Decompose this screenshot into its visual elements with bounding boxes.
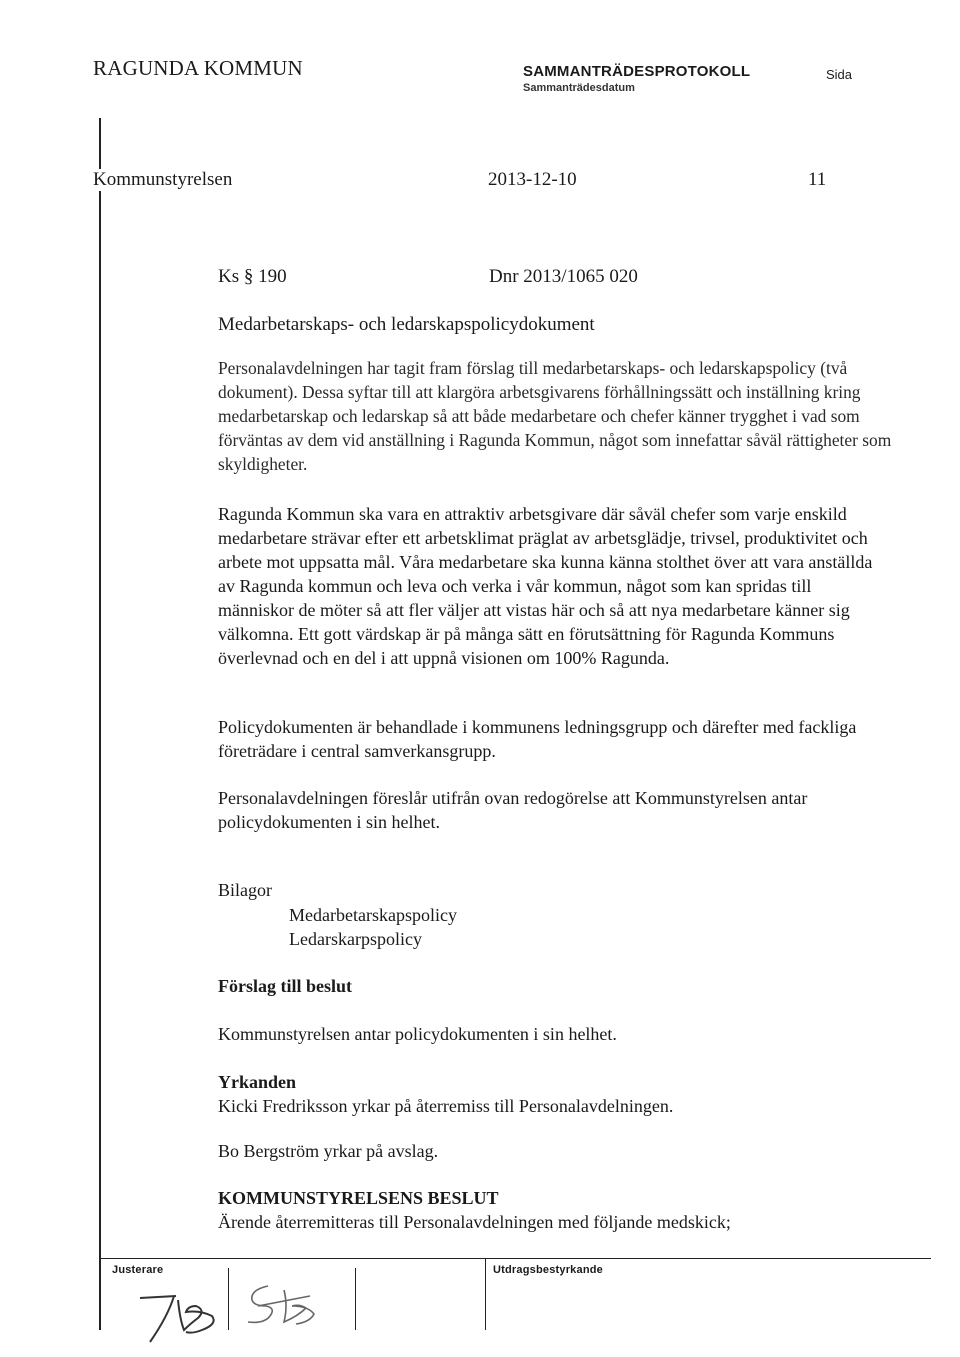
paragraph-text: Personalavdelningen har tagit fram förslag till medarbetarskaps- och ledarskapspolicy (två dokument). Dessa syftar till att klargöra arbetsgivarens förhållningssätt och inställning kring medarbetarskap och ledarskap så att både medarbetare och chefer känner trygghet i vad som förväntas av dem vid anställning i Ragunda Kommun, något som innefattar såväl rättigheter som skyldigheter. <box>218 358 892 474</box>
proposal-heading: Förslag till beslut <box>218 976 352 996</box>
organization-name: RAGUNDA KOMMUN <box>93 56 303 80</box>
paragraph-3 <box>218 715 878 763</box>
paragraph-4 <box>218 786 878 834</box>
paragraph-text: Policydokumenten är behandlade i kommunens ledningsgrupp och därefter med fackliga företrädare i central samverkansgrupp. <box>218 717 857 761</box>
meeting-date: 2013-12-10 <box>488 169 577 190</box>
motions-heading: Yrkanden <box>218 1072 297 1092</box>
case-paragraph: Ks § 190 <box>218 266 287 287</box>
attachments-label: Bilagor <box>218 880 272 900</box>
case-dnr: Dnr 2013/1065 020 <box>489 266 638 287</box>
case-title: Medarbetarskaps- och ledarskapspolicydokument <box>218 314 595 335</box>
meeting-body: Kommunstyrelsen <box>93 169 233 190</box>
document-type: SAMMANTRÄDESPROTOKOLL <box>523 63 751 80</box>
signature-initials-2 <box>240 1276 326 1336</box>
footer-rule <box>99 1258 931 1259</box>
page-number: 11 <box>808 169 827 190</box>
signature-initials-1 <box>128 1280 224 1348</box>
paragraph-2 <box>218 502 878 670</box>
attachment-item: Medarbetarskapspolicy <box>289 905 457 925</box>
meeting-date-label: Sammanträdesdatum <box>523 82 635 94</box>
signature-box-divider <box>228 1268 229 1330</box>
decision-text: Ärende återremitteras till Personalavdelningen med följande medskick; <box>218 1212 731 1232</box>
proposal-text: Kommunstyrelsen antar policydokumenten i sin helhet. <box>218 1024 617 1044</box>
adjusters-label: Justerare <box>112 1264 164 1276</box>
motion-item: Bo Bergström yrkar på avslag. <box>218 1141 439 1161</box>
signature-box-divider <box>355 1268 356 1330</box>
paragraph-text: Ragunda Kommun ska vara en attraktiv arbetsgivare där såväl chefer som varje enskild medarbetare strävar efter ett arbetsklimat präglat av arbetsglädje, trivsel, produktivitet och arbete mot uppsatta mål. Våra medarbetare ska kunna känna stolthet över att vara anställda av Ragunda kommun och leva och verka i vår kommun, något som kan spridas till människor de möter så att fler väljer att vistas här och så att nya medarbetare känner sig välkomna. Ett gott värdskap är på många sätt en förutsättning för Ragunda Kommuns överlevnad och en del i att uppnå visionen om 100% Ragunda. <box>218 504 873 668</box>
left-margin-rule <box>99 118 101 1330</box>
paragraph-text: Personalavdelningen föreslår utifrån ovan redogörelse att Kommunstyrelsen antar policydokumenten i sin helhet. <box>218 788 808 832</box>
paragraph-1 <box>218 356 898 476</box>
page-label: Sida <box>826 67 853 82</box>
signature-box-divider <box>485 1258 486 1330</box>
certifier-label: Utdragsbestyrkande <box>493 1264 603 1276</box>
attachment-item: Ledarskarpspolicy <box>289 929 422 949</box>
decision-heading: KOMMUNSTYRELSENS BESLUT <box>218 1188 499 1208</box>
motion-item: Kicki Fredriksson yrkar på återremiss till Personalavdelningen. <box>218 1096 674 1116</box>
